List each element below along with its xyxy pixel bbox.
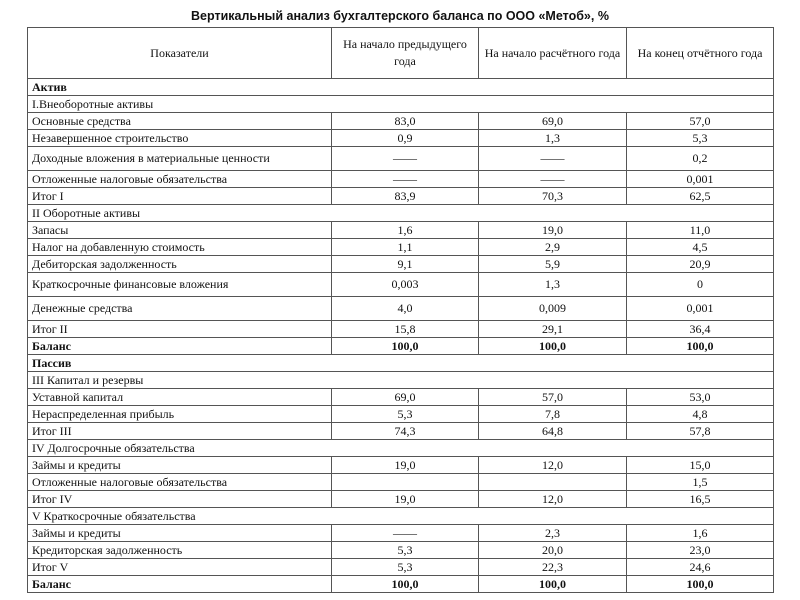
- value-cell: 0,009: [479, 297, 627, 321]
- section-row: [28, 355, 774, 372]
- value-cell: 15,8: [332, 321, 479, 338]
- table-row: [28, 423, 774, 440]
- row-label: Незавершенное строительство: [28, 130, 332, 147]
- value-cell: ——: [479, 147, 627, 171]
- section-row: [28, 79, 774, 96]
- value-cell: 36,4: [627, 321, 774, 338]
- row-label: Итог II: [28, 321, 332, 338]
- value-cell: 100,0: [332, 338, 479, 355]
- value-cell: ——: [332, 147, 479, 171]
- row-label: Займы и кредиты: [28, 457, 332, 474]
- group-label: II Оборотные активы: [28, 205, 774, 222]
- value-cell: 0: [627, 273, 774, 297]
- row-label: Нераспределенная прибыль: [28, 406, 332, 423]
- table-row: [28, 297, 774, 321]
- value-cell: ——: [479, 171, 627, 188]
- row-label: Дебиторская задолженность: [28, 256, 332, 273]
- header-calc-year-start: На начало расчётного года: [479, 28, 627, 79]
- value-cell: 0,001: [627, 171, 774, 188]
- value-cell: 5,3: [332, 542, 479, 559]
- value-cell: 69,0: [332, 389, 479, 406]
- value-cell: 12,0: [479, 457, 627, 474]
- table-row: [28, 474, 774, 491]
- row-label: Баланс: [28, 338, 332, 355]
- value-cell: [479, 474, 627, 491]
- group-row: [28, 205, 774, 222]
- value-cell: 1,6: [627, 525, 774, 542]
- value-cell: 0,9: [332, 130, 479, 147]
- value-cell: 29,1: [479, 321, 627, 338]
- row-label: Запасы: [28, 222, 332, 239]
- value-cell: 1,1: [332, 239, 479, 256]
- table-row: [28, 147, 774, 171]
- row-label: Займы и кредиты: [28, 525, 332, 542]
- group-label: I.Внеоборотные активы: [28, 96, 774, 113]
- value-cell: 19,0: [332, 457, 479, 474]
- value-cell: 9,1: [332, 256, 479, 273]
- section-label: Пассив: [28, 355, 774, 372]
- group-label: III Капитал и резервы: [28, 372, 774, 389]
- value-cell: 64,8: [479, 423, 627, 440]
- value-cell: 4,8: [627, 406, 774, 423]
- section-label: Актив: [28, 79, 774, 96]
- value-cell: 62,5: [627, 188, 774, 205]
- value-cell: 0,003: [332, 273, 479, 297]
- header-indicators: Показатели: [28, 28, 332, 79]
- header-row: [28, 28, 774, 79]
- row-label: Итог I: [28, 188, 332, 205]
- value-cell: 1,3: [479, 130, 627, 147]
- table-row: [28, 389, 774, 406]
- group-label: IV Долгосрочные обязательства: [28, 440, 774, 457]
- row-label: Отложенные налоговые обязательства: [28, 474, 332, 491]
- value-cell: 83,0: [332, 113, 479, 130]
- value-cell: 11,0: [627, 222, 774, 239]
- row-label: Итог V: [28, 559, 332, 576]
- value-cell: 70,3: [479, 188, 627, 205]
- value-cell: 22,3: [479, 559, 627, 576]
- value-cell: 16,5: [627, 491, 774, 508]
- table-row: [28, 559, 774, 576]
- row-label: Основные средства: [28, 113, 332, 130]
- row-label: Налог на добавленную стоимость: [28, 239, 332, 256]
- value-cell: 83,9: [332, 188, 479, 205]
- row-label: Денежные средства: [28, 297, 332, 321]
- value-cell: [332, 474, 479, 491]
- table-row: [28, 491, 774, 508]
- value-cell: 15,0: [627, 457, 774, 474]
- value-cell: 20,0: [479, 542, 627, 559]
- row-label: Уставной капитал: [28, 389, 332, 406]
- value-cell: 12,0: [479, 491, 627, 508]
- value-cell: 7,8: [479, 406, 627, 423]
- value-cell: 5,9: [479, 256, 627, 273]
- value-cell: 100,0: [627, 338, 774, 355]
- table-row: [28, 239, 774, 256]
- row-label: Кредиторская задолженность: [28, 542, 332, 559]
- value-cell: 5,3: [627, 130, 774, 147]
- value-cell: ——: [332, 171, 479, 188]
- row-label: Итог III: [28, 423, 332, 440]
- table-row: [28, 171, 774, 188]
- table-row: [28, 321, 774, 338]
- table-row: [28, 273, 774, 297]
- value-cell: 5,3: [332, 559, 479, 576]
- row-label: Баланс: [28, 576, 332, 593]
- value-cell: 100,0: [627, 576, 774, 593]
- row-label: Отложенные налоговые обязательства: [28, 171, 332, 188]
- row-label: Доходные вложения в материальные ценности: [28, 147, 332, 171]
- page-title: Вертикальный анализ бухгалтерского баланса по ООО «Метоб», %: [191, 9, 609, 23]
- value-cell: 24,6: [627, 559, 774, 576]
- value-cell: 2,9: [479, 239, 627, 256]
- group-row: [28, 96, 774, 113]
- value-cell: 23,0: [627, 542, 774, 559]
- table-row: [28, 130, 774, 147]
- value-cell: 57,0: [479, 389, 627, 406]
- value-cell: 0,2: [627, 147, 774, 171]
- group-label: V Краткосрочные обязательства: [28, 508, 774, 525]
- value-cell: 100,0: [479, 576, 627, 593]
- table-row: [28, 113, 774, 130]
- value-cell: ——: [332, 525, 479, 542]
- group-row: [28, 508, 774, 525]
- header-prev-year-start: На начало предыдущего года: [332, 28, 479, 79]
- value-cell: 2,3: [479, 525, 627, 542]
- value-cell: 57,8: [627, 423, 774, 440]
- table-row: [28, 256, 774, 273]
- value-cell: 5,3: [332, 406, 479, 423]
- value-cell: 0,001: [627, 297, 774, 321]
- value-cell: 4,0: [332, 297, 479, 321]
- table-body: [28, 79, 774, 593]
- balance-table: [27, 27, 774, 593]
- table-row: [28, 406, 774, 423]
- value-cell: 100,0: [332, 576, 479, 593]
- header-report-year-end: На конец отчётного года: [627, 28, 774, 79]
- table-row: [28, 188, 774, 205]
- table-row: [28, 525, 774, 542]
- group-row: [28, 372, 774, 389]
- table-row: [28, 457, 774, 474]
- value-cell: 74,3: [332, 423, 479, 440]
- value-cell: 57,0: [627, 113, 774, 130]
- group-row: [28, 440, 774, 457]
- value-cell: 1,5: [627, 474, 774, 491]
- table-row: [28, 576, 774, 593]
- value-cell: 100,0: [479, 338, 627, 355]
- value-cell: 4,5: [627, 239, 774, 256]
- value-cell: 19,0: [332, 491, 479, 508]
- value-cell: 19,0: [479, 222, 627, 239]
- table-row: [28, 338, 774, 355]
- table-row: [28, 542, 774, 559]
- value-cell: 69,0: [479, 113, 627, 130]
- table-row: [28, 222, 774, 239]
- value-cell: 20,9: [627, 256, 774, 273]
- row-label: Краткосрочные финансовые вложения: [28, 273, 332, 297]
- value-cell: 53,0: [627, 389, 774, 406]
- row-label: Итог IV: [28, 491, 332, 508]
- value-cell: 1,6: [332, 222, 479, 239]
- value-cell: 1,3: [479, 273, 627, 297]
